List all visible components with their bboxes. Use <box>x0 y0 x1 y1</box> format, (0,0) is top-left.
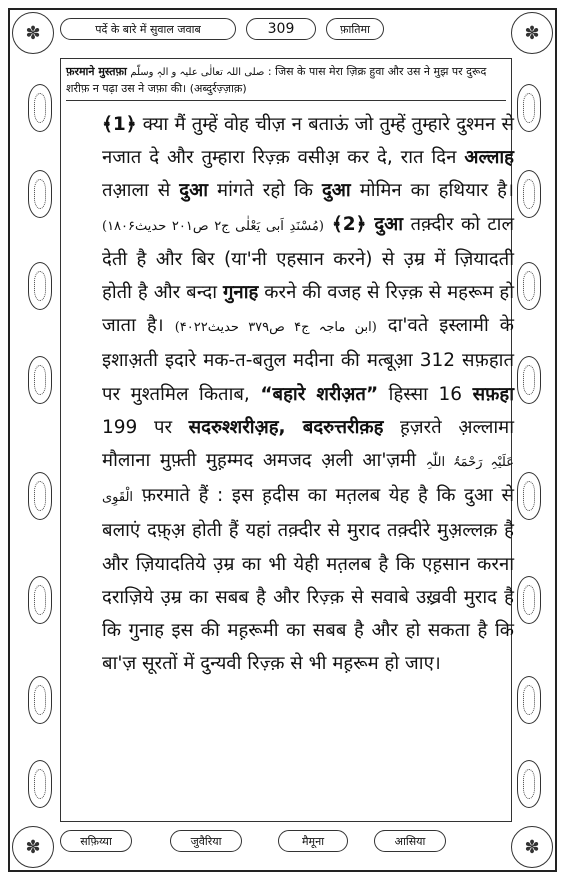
side-ornament-left <box>28 262 52 310</box>
text-run: मांगते रहो कि <box>208 180 322 202</box>
side-ornament-right <box>517 356 541 404</box>
side-ornament-right <box>517 760 541 808</box>
paragraph <box>102 108 514 680</box>
side-ornament-right <box>517 576 541 624</box>
page-number: 309 <box>246 18 316 40</box>
text-run-bold: सफ़हा <box>472 383 514 405</box>
text-run: ह़ज़रते अ़ल्लामा मौलाना मुफ़्ती मुह़म्मद अमजद अ़ली आ'ज़मी <box>102 416 515 472</box>
hadith-number: ﴾2﴿ <box>323 213 367 235</box>
reference-arabic: (مُسْنَدِ اَبی یَعْلٰی ج۲ ص۲۰۱ حدیث۱۸۰۶) <box>102 218 324 234</box>
header-hadith-note <box>66 64 506 101</box>
header-note-text: : जिस के पास मेरा ज़िक्र हुवा और उस ने मुझ पर दुरूद शरीफ़ न पढ़ा उस ने जफ़ा की। (अब्दुर्रज़्ज़ाक़) <box>66 65 487 95</box>
book-title: पर्दे के बारे में सुवाल जवाब <box>60 18 236 40</box>
corner-ornament-bottom-left <box>12 826 54 868</box>
text-run: दा'वते इस्लामी के इशाअ़ती इदारे मक-त-बतुल मदीना की मत्बूआ़ 312 सफ़हात पर मुश्तमिल किताब, <box>102 315 514 405</box>
text-run: तआ़ला से <box>102 180 180 202</box>
text-run-bold: दुआ <box>321 180 351 202</box>
corner-ornament-top-left <box>12 12 54 54</box>
text-run: हिस्सा 16 <box>378 383 473 405</box>
side-ornament-right <box>517 84 541 132</box>
side-ornament-right <box>517 170 541 218</box>
main-text <box>102 108 514 680</box>
book-name: “बहारे शरीअ़त” <box>260 383 379 405</box>
side-ornament-left <box>28 170 52 218</box>
footer-chip: सफ़िय्या <box>60 830 132 852</box>
side-ornament-left <box>28 472 52 520</box>
text-run: करने की वजह से रिज़्क़ से महरूम हो जाता है। <box>102 282 514 337</box>
text-run: तक़्दीर को टाल देती है और बिर (या'नी एहसान करने) से उ़म्र में ज़ियादती होती है और बन्दा <box>102 213 515 304</box>
page-footer-bar <box>56 824 510 858</box>
side-ornament-left <box>28 356 52 404</box>
footer-chip: मैमूना <box>278 830 348 852</box>
side-ornament-left <box>28 676 52 724</box>
side-ornament-right <box>517 472 541 520</box>
header-note-prefix: फ़रमाने मुस्तफ़ा <box>66 65 127 78</box>
header-label-right: फ़ातिमा <box>326 18 384 40</box>
side-ornament-left <box>28 84 52 132</box>
hadith-number: ﴾1﴿ <box>102 114 137 135</box>
corner-ornament-top-right <box>511 12 553 54</box>
text-run: मोमिन का हथियार है। <box>350 180 514 202</box>
footer-chip: आसिया <box>374 830 446 852</box>
page-header-bar <box>56 14 510 44</box>
side-ornament-left <box>28 760 52 808</box>
text-run-bold: गुनाह <box>223 282 259 304</box>
text-run-bold: सदरुश्शरीअ़ह, बदरुत्तरीक़ह <box>188 416 384 438</box>
text-run: फ़रमाते हैं : इस ह़दीस का मत़लब येह है कि दुआ से बलाएं दफ़्अ़ होती हैं यहां तक़्दीर से मुराद तक़्दीरे मुअ़ल्लक़ है और ज़ियादतिये उ़म्र का भी येही मत़लब है कि एह़सान करना दराज़िये उ़म्र का सबब है और रिज़्क़ से सवाबे उख़्रवी मुराद है कि गुनाह इस की मह़रूमी का सबब है और हो सकता है कि बा'ज़ सूरतों में दुन्यवी रिज़्क़ से भी मह़रूम हो जाए। <box>102 485 514 675</box>
text-run-bold: अल्लाह <box>464 147 514 169</box>
honorific-arabic: عَلَیْہِ رَحْمَۃُ اللّٰہِ الْقَوِی <box>102 455 514 506</box>
side-ornament-right <box>517 262 541 310</box>
footer-chip: जुवैरिया <box>170 830 242 852</box>
side-ornament-left <box>28 576 52 624</box>
text-run: क्या मैं तुम्हें वोह चीज़ न बताऊं जो तुम्हें तुम्हारे दुश्मन से नजात दे और तुम्हारा रिज़्क़ वसीअ़ कर दे, रात दिन <box>102 114 514 169</box>
header-note-arabic: صلی اللہ تعالٰی علیہ و الہٖ وسلّم <box>130 67 265 78</box>
text-run-bold: दुआ <box>179 180 209 202</box>
text-run-bold: दुआ <box>366 213 404 235</box>
corner-ornament-bottom-right <box>511 826 553 868</box>
text-run: 199 पर <box>102 416 189 438</box>
reference-arabic: (ابن ماجہ ج۴ ص۳۷۹ حدیث۴۰۲۲) <box>174 320 377 336</box>
side-ornament-right <box>517 676 541 724</box>
